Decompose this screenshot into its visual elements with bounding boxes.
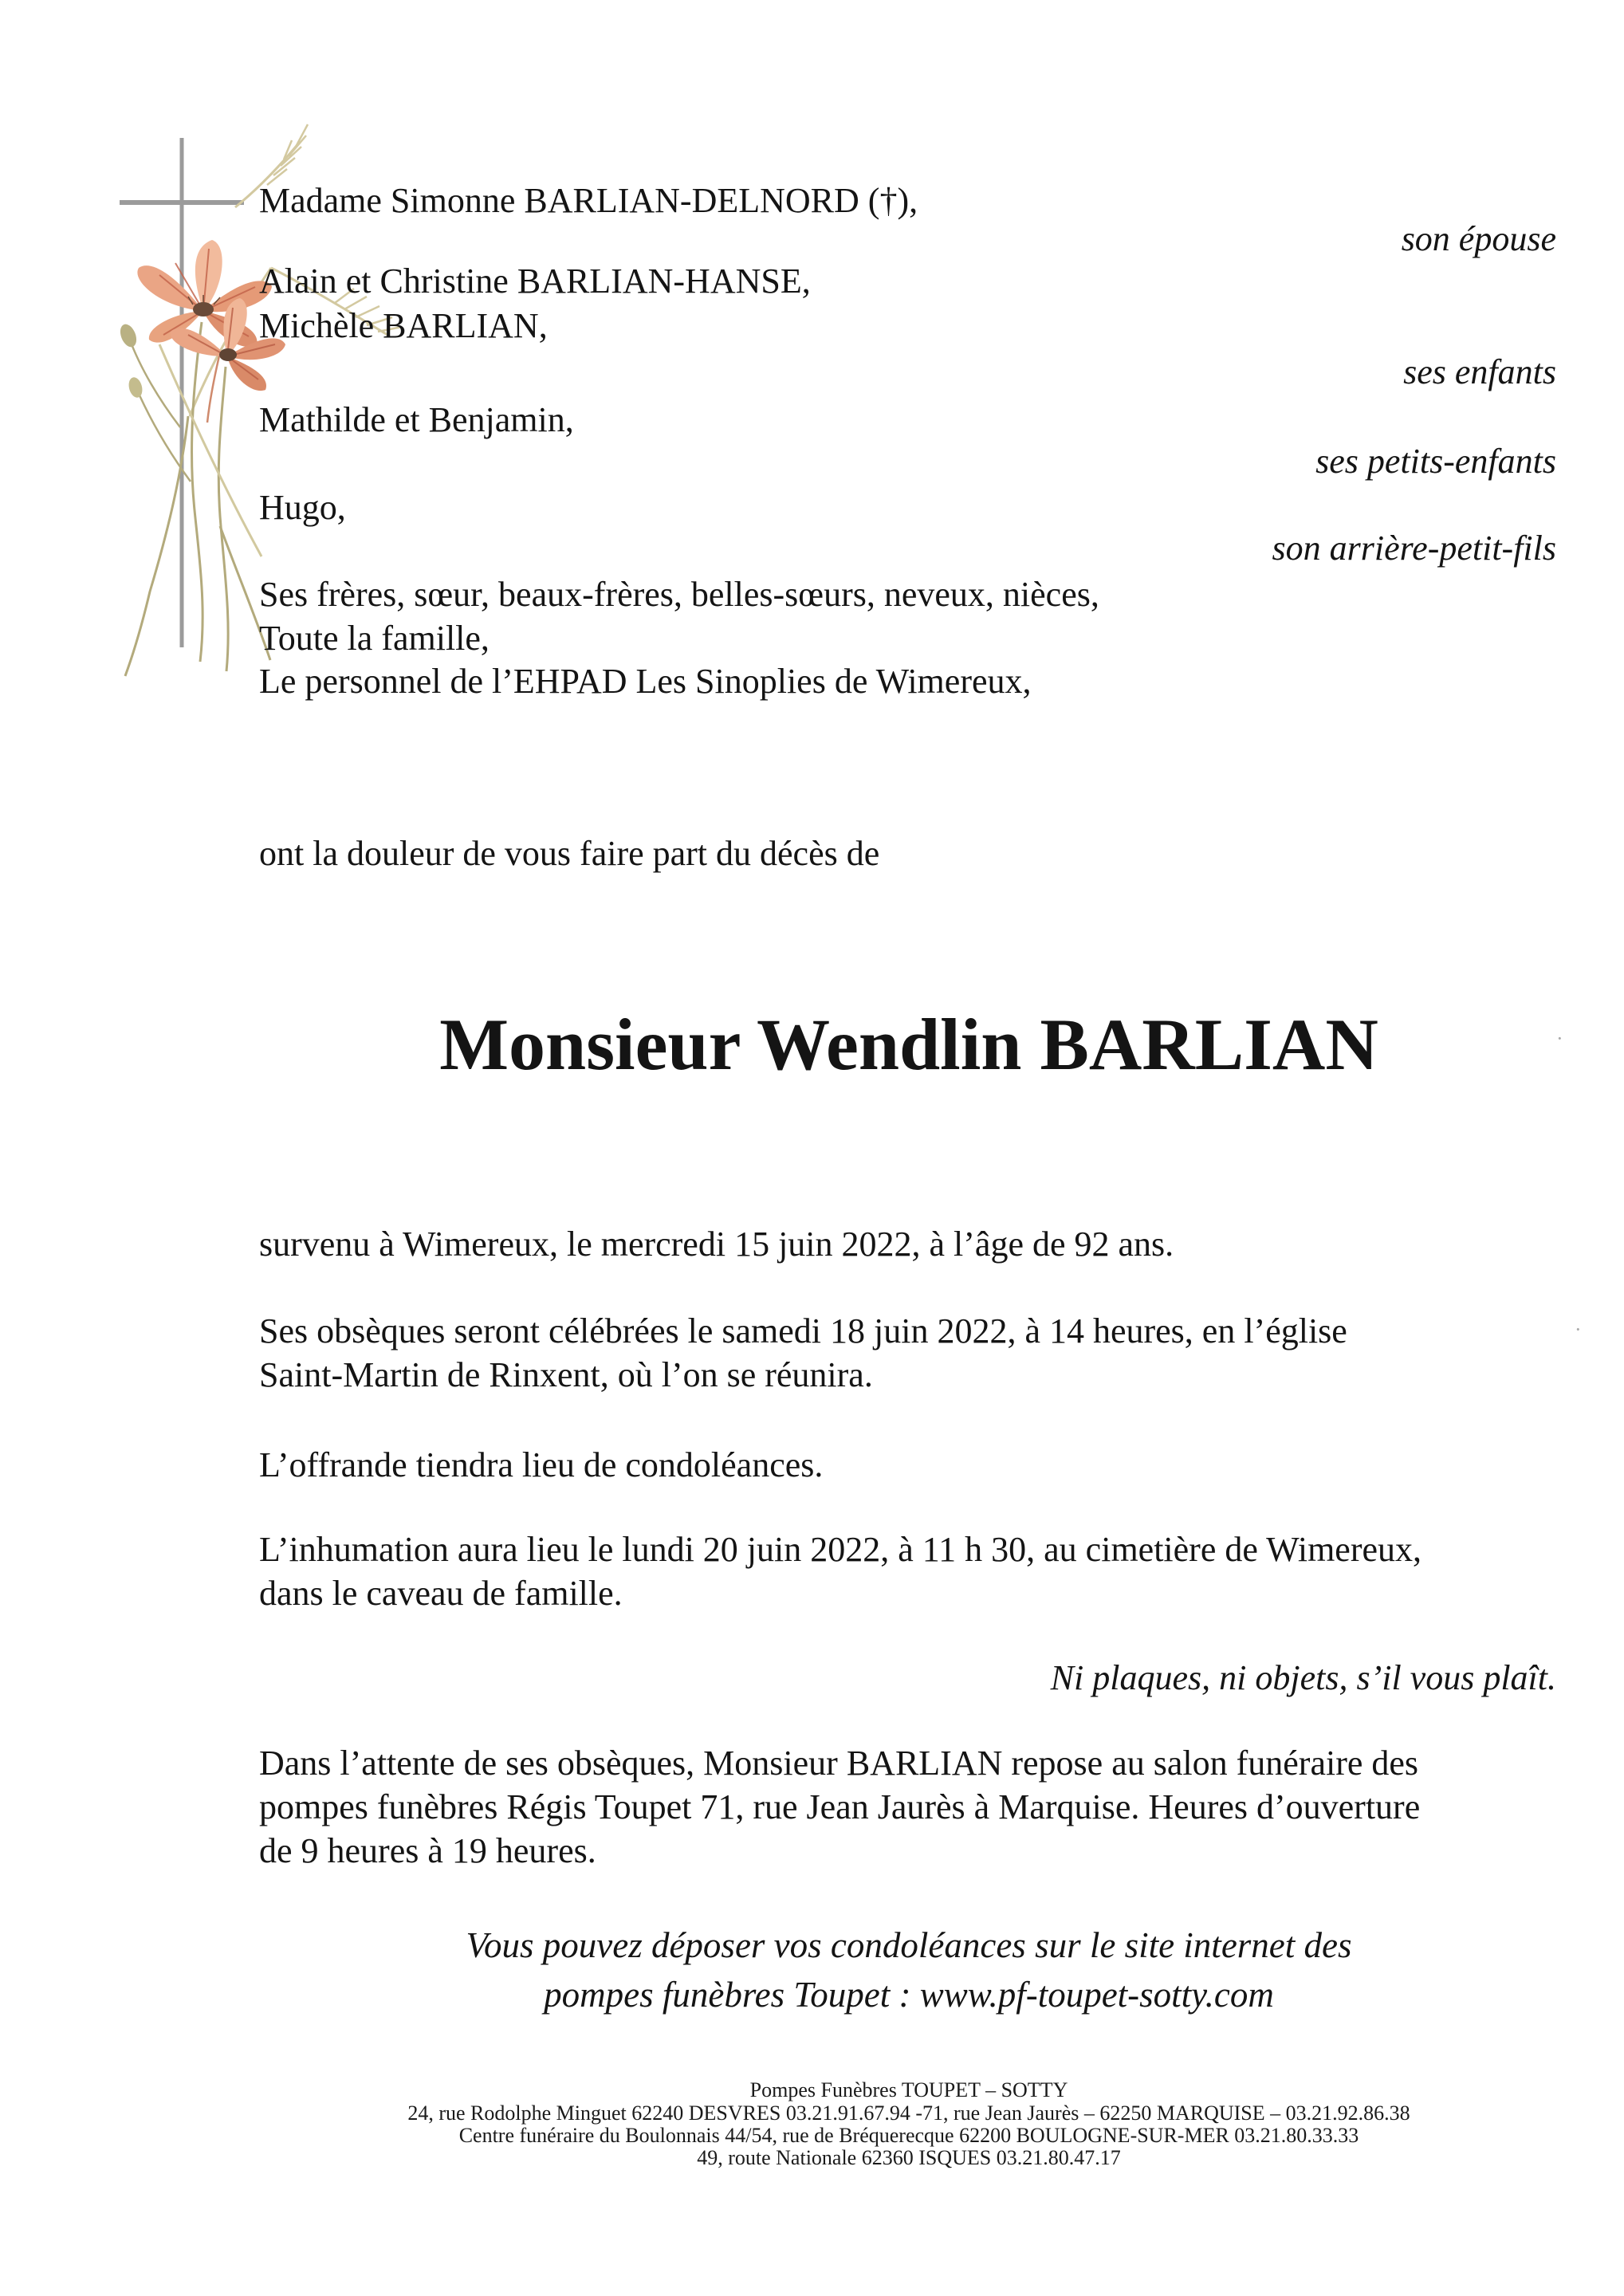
condolences-website-line: Vous pouvez déposer vos condoléances sur le site internet des [466, 1925, 1352, 1965]
family-line: Ses frères, sœur, beaux-frères, belles-sœurs, neveux, nièces, [259, 575, 1099, 614]
poppy-buds [117, 322, 144, 399]
footer-address-line: Centre funéraire du Boulonnais 44/54, rue de Bréquerecque 62200 BOULOGNE-SUR-MER 03.21.80.33.33 [458, 2124, 1359, 2147]
no-plaques-request: Ni plaques, ni objets, s’il vous plaît. [1050, 1658, 1556, 1697]
family-line: Michèle BARLIAN, [259, 306, 548, 345]
footer-address-line: 49, route Nationale 62360 ISQUES 03.21.80.47.17 [697, 2146, 1121, 2169]
family-line: Toute la famille, [259, 619, 490, 658]
relation-label: son arrière-petit-fils [1272, 529, 1556, 568]
family-line: Le personnel de l’EHPAD Les Sinoplies de Wimereux, [259, 662, 1032, 701]
repose-line: Dans l’attente de ses obsèques, Monsieur BARLIAN repose au salon funéraire des [259, 1744, 1419, 1783]
condolences-website-line: pompes funèbres Toupet : www.pf-toupet-sotty.com [544, 1975, 1274, 2015]
poppy-center [193, 302, 214, 316]
family-line: Hugo, [259, 488, 346, 527]
poppy-flower-icon [137, 240, 272, 347]
relation-label: ses petits-enfants [1315, 442, 1556, 481]
family-line: Madame Simonne BARLIAN-DELNORD (†), [259, 181, 918, 220]
repose-line: pompes funèbres Régis Toupet 71, rue Jean Jaurès à Marquise. Heures d’ouverture [259, 1787, 1421, 1826]
burial-line: dans le caveau de famille. [259, 1574, 623, 1613]
death-notice-line: survenu à Wimereux, le mercredi 15 juin 2022, à l’âge de 92 ans. [259, 1225, 1174, 1264]
family-line: Alain et Christine BARLIAN-HANSE, [259, 261, 811, 301]
deceased-name-title: Monsieur Wendlin BARLIAN [439, 1004, 1378, 1085]
repose-line: de 9 heures à 19 heures. [259, 1831, 596, 1870]
intro-line: ont la douleur de vous faire part du décès de [259, 834, 880, 873]
funeral-line: Saint-Martin de Rinxent, où l’on se réunira. [259, 1355, 873, 1394]
funeral-line: Ses obsèques seront célébrées le samedi 18 juin 2022, à 14 heures, en l’église [259, 1311, 1347, 1350]
family-line: Mathilde et Benjamin, [259, 400, 574, 439]
scan-speck: · [1556, 1027, 1563, 1050]
footer-address-line: 24, rue Rodolphe Minguet 62240 DESVRES 03.21.91.67.94 -71, rue Jean Jaurès – 62250 MARQUISE – 03.21.92.86.38 [407, 2101, 1410, 2125]
scan-speck: · [1575, 1318, 1582, 1341]
relation-label: ses enfants [1403, 352, 1556, 391]
offering-line: L’offrande tiendra lieu de condoléances. [259, 1445, 824, 1484]
burial-line: L’inhumation aura lieu le lundi 20 juin 2022, à 11 h 30, au cimetière de Wimereux, [259, 1530, 1422, 1569]
footer-company-name: Pompes Funèbres TOUPET – SOTTY [749, 2078, 1068, 2101]
poppy-center [219, 348, 237, 361]
relation-label: son épouse [1401, 219, 1556, 258]
